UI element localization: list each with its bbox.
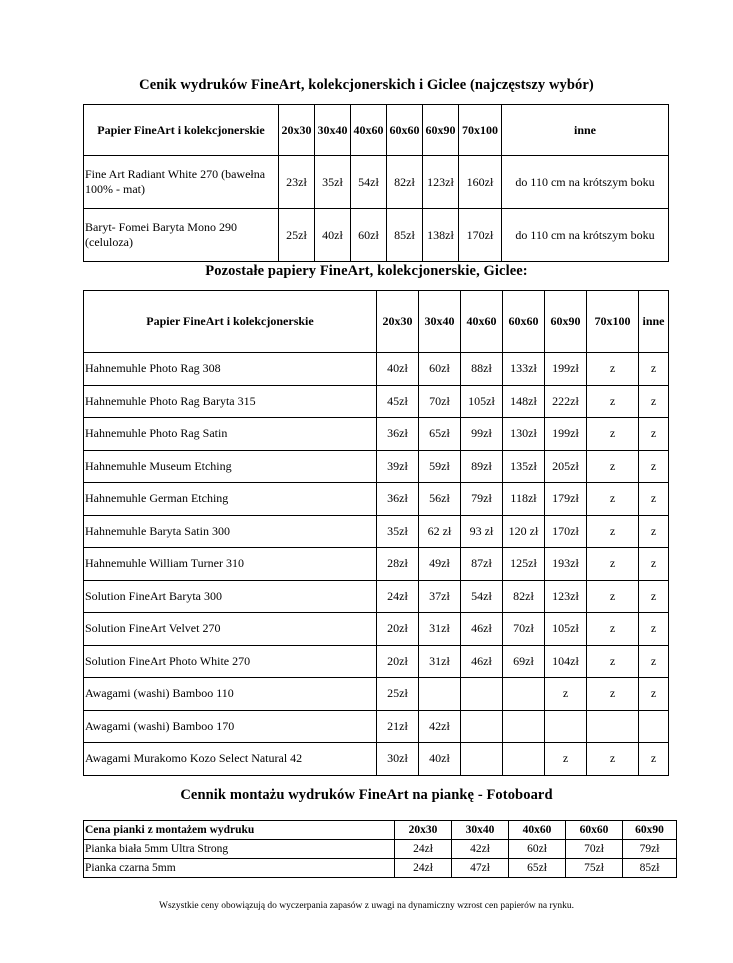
- price-cell: 46zł: [461, 645, 503, 678]
- price-cell: 130zł: [503, 418, 545, 451]
- price-cell: 39zł: [377, 450, 419, 483]
- paper-name: Awagami (washi) Bamboo 110: [84, 678, 377, 711]
- table-row: [84, 385, 669, 418]
- price-cell: 104zł: [545, 645, 587, 678]
- price-cell: z: [639, 353, 669, 386]
- header-30x40: 30x40: [315, 105, 351, 156]
- price-cell: 99zł: [461, 418, 503, 451]
- price-cell: 37zł: [419, 580, 461, 613]
- price-cell: 31zł: [419, 645, 461, 678]
- price-cell: 24zł: [377, 580, 419, 613]
- price-cell: z: [639, 548, 669, 581]
- price-cell: 118zł: [503, 483, 545, 516]
- price-cell: z: [639, 678, 669, 711]
- price-cell: 59zł: [419, 450, 461, 483]
- price-cell: [587, 710, 639, 743]
- main-price-table: [83, 104, 669, 262]
- price-cell: 79zł: [623, 840, 677, 859]
- price-cell: 40zł: [377, 353, 419, 386]
- price-cell: 28zł: [377, 548, 419, 581]
- header-60x90: 60x90: [623, 821, 677, 840]
- price-cell: 20zł: [377, 645, 419, 678]
- price-cell: z: [545, 743, 587, 776]
- price-cell: [503, 710, 545, 743]
- price-cell: 54zł: [351, 156, 387, 209]
- price-cell: 105zł: [461, 385, 503, 418]
- price-cell: 89zł: [461, 450, 503, 483]
- price-cell: 82zł: [387, 156, 423, 209]
- table-row: [84, 580, 669, 613]
- header-20x30: 20x30: [395, 821, 452, 840]
- paper-name: Pianka czarna 5mm: [84, 859, 395, 878]
- header-40x60: 40x60: [461, 291, 503, 353]
- price-cell: 60zł: [351, 209, 387, 262]
- price-cell: 125zł: [503, 548, 545, 581]
- price-cell: 42zł: [419, 710, 461, 743]
- price-cell: 85zł: [387, 209, 423, 262]
- price-cell: z: [639, 743, 669, 776]
- header-60x60: 60x60: [387, 105, 423, 156]
- paper-name: Hahnemuhle German Etching: [84, 483, 377, 516]
- table-row: [84, 156, 669, 209]
- header-paper: Papier FineArt i kolekcjonerskie: [84, 105, 279, 156]
- price-cell: [461, 743, 503, 776]
- price-cell: 40zł: [315, 209, 351, 262]
- price-cell: 70zł: [566, 840, 623, 859]
- price-cell: 35zł: [377, 515, 419, 548]
- price-cell: 205zł: [545, 450, 587, 483]
- price-cell: z: [587, 645, 639, 678]
- paper-name: Baryt- Fomei Baryta Mono 290 (celuloza): [84, 209, 279, 262]
- price-cell: 138zł: [423, 209, 459, 262]
- table-row: [84, 418, 669, 451]
- price-cell: z: [587, 743, 639, 776]
- price-cell: 179zł: [545, 483, 587, 516]
- price-cell: 170zł: [545, 515, 587, 548]
- header-40x60: 40x60: [351, 105, 387, 156]
- price-cell: 87zł: [461, 548, 503, 581]
- price-cell: 20zł: [377, 613, 419, 646]
- price-cell: 60zł: [509, 840, 566, 859]
- price-cell: 35zł: [315, 156, 351, 209]
- price-cell: 54zł: [461, 580, 503, 613]
- price-cell: [639, 710, 669, 743]
- price-cell: z: [587, 450, 639, 483]
- price-cell: [461, 678, 503, 711]
- header-60x90: 60x90: [545, 291, 587, 353]
- price-cell: z: [587, 613, 639, 646]
- price-cell: z: [587, 385, 639, 418]
- price-cell: 123zł: [545, 580, 587, 613]
- table-header-row: [84, 291, 669, 353]
- price-cell: 123zł: [423, 156, 459, 209]
- table-row: [84, 859, 677, 878]
- paper-name: Hahnemuhle Baryta Satin 300: [84, 515, 377, 548]
- price-cell: 69zł: [503, 645, 545, 678]
- price-cell: z: [587, 580, 639, 613]
- price-cell: 120 zł: [503, 515, 545, 548]
- price-cell: 46zł: [461, 613, 503, 646]
- section2-title: Pozostałe papiery FineArt, kolekcjonerskie, Giclee:: [205, 263, 528, 279]
- price-cell: z: [587, 353, 639, 386]
- price-cell: z: [639, 385, 669, 418]
- table-row: [84, 515, 669, 548]
- price-cell: 199zł: [545, 353, 587, 386]
- price-cell: 36zł: [377, 483, 419, 516]
- price-cell: 88zł: [461, 353, 503, 386]
- paper-name: Hahnemuhle Photo Rag Baryta 315: [84, 385, 377, 418]
- table-row: [84, 450, 669, 483]
- price-cell: 170zł: [459, 209, 502, 262]
- price-cell: 40zł: [419, 743, 461, 776]
- other-papers-table: [83, 290, 669, 776]
- price-cell: z: [639, 580, 669, 613]
- price-cell: [545, 710, 587, 743]
- price-cell: z: [639, 645, 669, 678]
- header-60x60: 60x60: [566, 821, 623, 840]
- table-row: [84, 678, 669, 711]
- paper-name: Fine Art Radiant White 270 (bawełna 100% - mat): [84, 156, 279, 209]
- price-cell: z: [587, 678, 639, 711]
- table-row: [84, 483, 669, 516]
- price-cell: 160zł: [459, 156, 502, 209]
- paper-name: Hahnemuhle Museum Etching: [84, 450, 377, 483]
- section3-title: Cennik montażu wydruków FineArt na piankę - Fotoboard: [180, 787, 553, 803]
- price-cell: 222zł: [545, 385, 587, 418]
- price-cell: 135zł: [503, 450, 545, 483]
- table-header-row: [84, 105, 669, 156]
- price-cell: z: [545, 678, 587, 711]
- price-cell: 65zł: [509, 859, 566, 878]
- table-row: [84, 710, 669, 743]
- price-cell: 82zł: [503, 580, 545, 613]
- header-70x100: 70x100: [459, 105, 502, 156]
- footnote: Wszystkie ceny obowiązują do wyczerpania zapasów z uwagi na dynamiczny wzrost cen papierów na rynku.: [159, 901, 574, 911]
- price-cell: [503, 743, 545, 776]
- other-sizes: do 110 cm na krótszym boku: [502, 209, 669, 262]
- paper-name: Hahnemuhle Photo Rag Satin: [84, 418, 377, 451]
- header-30x40: 30x40: [419, 291, 461, 353]
- price-cell: 70zł: [419, 385, 461, 418]
- price-cell: 60zł: [419, 353, 461, 386]
- price-cell: [419, 678, 461, 711]
- mounting-price-table: [83, 820, 677, 878]
- price-cell: z: [587, 515, 639, 548]
- price-cell: 193zł: [545, 548, 587, 581]
- paper-name: Awagami (washi) Bamboo 170: [84, 710, 377, 743]
- paper-name: Pianka biała 5mm Ultra Strong: [84, 840, 395, 859]
- table-row: [84, 645, 669, 678]
- price-cell: [503, 678, 545, 711]
- price-cell: z: [639, 418, 669, 451]
- price-cell: 24zł: [395, 840, 452, 859]
- price-cell: 36zł: [377, 418, 419, 451]
- price-cell: 105zł: [545, 613, 587, 646]
- header-40x60: 40x60: [509, 821, 566, 840]
- table-row: [84, 353, 669, 386]
- other-sizes: do 110 cm na krótszym boku: [502, 156, 669, 209]
- price-cell: 45zł: [377, 385, 419, 418]
- price-cell: 93 zł: [461, 515, 503, 548]
- price-cell: 25zł: [377, 678, 419, 711]
- price-cell: 21zł: [377, 710, 419, 743]
- price-cell: 30zł: [377, 743, 419, 776]
- header-20x30: 20x30: [377, 291, 419, 353]
- header-inne: inne: [639, 291, 669, 353]
- header-30x40: 30x40: [452, 821, 509, 840]
- header-60x90: 60x90: [423, 105, 459, 156]
- price-cell: z: [587, 483, 639, 516]
- paper-name: Solution FineArt Baryta 300: [84, 580, 377, 613]
- header-60x60: 60x60: [503, 291, 545, 353]
- table-row: [84, 209, 669, 262]
- table-row: [84, 840, 677, 859]
- paper-name: Solution FineArt Velvet 270: [84, 613, 377, 646]
- header-20x30: 20x30: [279, 105, 315, 156]
- header-70x100: 70x100: [587, 291, 639, 353]
- price-cell: 56zł: [419, 483, 461, 516]
- table-row: [84, 548, 669, 581]
- price-cell: 62 zł: [419, 515, 461, 548]
- price-cell: 31zł: [419, 613, 461, 646]
- header-inne: inne: [502, 105, 669, 156]
- paper-name: Hahnemuhle William Turner 310: [84, 548, 377, 581]
- price-cell: z: [639, 450, 669, 483]
- price-cell: 65zł: [419, 418, 461, 451]
- price-cell: 148zł: [503, 385, 545, 418]
- paper-name: Awagami Murakomo Kozo Select Natural 42: [84, 743, 377, 776]
- price-cell: 199zł: [545, 418, 587, 451]
- header-foam-price: Cena pianki z montażem wydruku: [84, 821, 395, 840]
- price-cell: z: [639, 515, 669, 548]
- table-row: [84, 613, 669, 646]
- section1-title: Cenik wydruków FineArt, kolekcjonerskich i Giclee (najczęstszy wybór): [139, 77, 594, 93]
- price-cell: 85zł: [623, 859, 677, 878]
- price-cell: 49zł: [419, 548, 461, 581]
- header-paper: Papier FineArt i kolekcjonerskie: [84, 291, 377, 353]
- price-cell: 47zł: [452, 859, 509, 878]
- price-cell: z: [587, 418, 639, 451]
- table-row: [84, 743, 669, 776]
- price-cell: 42zł: [452, 840, 509, 859]
- paper-name: Solution FineArt Photo White 270: [84, 645, 377, 678]
- price-cell: z: [639, 613, 669, 646]
- price-cell: 133zł: [503, 353, 545, 386]
- price-cell: z: [587, 548, 639, 581]
- price-cell: 70zł: [503, 613, 545, 646]
- price-cell: 79zł: [461, 483, 503, 516]
- table-header-row: [84, 821, 677, 840]
- price-cell: [461, 710, 503, 743]
- price-cell: 23zł: [279, 156, 315, 209]
- price-cell: 25zł: [279, 209, 315, 262]
- paper-name: Hahnemuhle Photo Rag 308: [84, 353, 377, 386]
- price-cell: 24zł: [395, 859, 452, 878]
- price-cell: 75zł: [566, 859, 623, 878]
- price-cell: z: [639, 483, 669, 516]
